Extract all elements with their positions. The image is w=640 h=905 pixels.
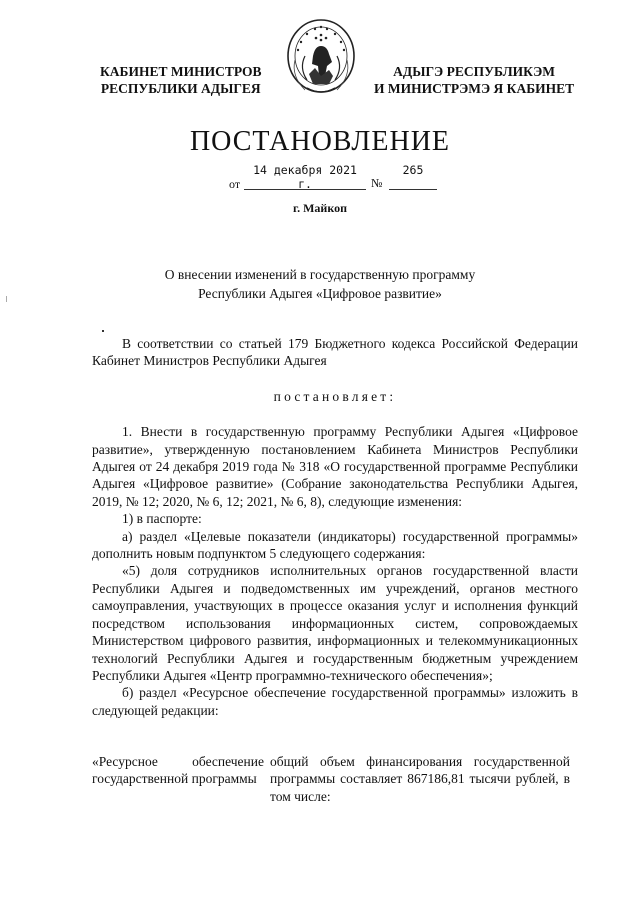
number-sign: № — [371, 176, 383, 190]
issuer-name-adyghe — [374, 63, 574, 97]
subject-line-2: Республики Адыгея «Цифровое развитие» — [198, 286, 442, 301]
document-number: 265 — [402, 163, 424, 177]
document-title: ПОСТАНОВЛЕНИЕ — [189, 126, 451, 157]
document-city: г. Майкоп — [292, 201, 347, 215]
document-date: 14 декабря 2021 г. — [253, 163, 357, 191]
item-1-1-paragraph: 1) в паспорте: — [122, 511, 202, 527]
scan-speck — [102, 330, 104, 332]
adygea-coat-of-arms-icon — [285, 16, 357, 102]
issuer-line-1: КАБИНЕТ МИНИСТРОВ — [100, 64, 262, 79]
scan-mark — [6, 296, 7, 302]
resource-table-label-cell: «Ресурсное обеспечение государственной программы — [92, 754, 264, 787]
issuer-line-2-adyghe: И МИНИСТРЭМЭ Я КАБИНЕТ — [374, 81, 575, 96]
preamble-paragraph: В соответствии со статьей 179 Бюджетного кодекса Российской Федерации Кабинет Министров Республики Адыгея — [92, 336, 578, 369]
item-1-1b-paragraph: б) раздел «Ресурсное обеспечение государственной программы» изложить в следующей редакции: — [92, 685, 578, 718]
document-body — [92, 335, 578, 719]
item-1-paragraph: 1. Внести в государственную программу Республики Адыгея «Цифровое развитие», утвержденную постановлением Кабинета Министров Республики Адыгея от 24 декабря 2019 года № 318 «О государственной программе Республики Адыгея «Цифровое развитие» (Собрание законодательства Республики Адыгея, 2019, № 12; 2020, № 6, 12; 2021, № 6, 8), следующие изменения: — [92, 424, 578, 509]
item-1-1a-text-paragraph: «5) доля сотрудников исполнительных органов государственной власти Республики Адыгея и подведомственных им учреждений, органов местного самоуправления, участвующих в процессе оказания услуг и исполнения функций посредством использования информационных систем, сопровождаемых Министерством цифрового развития, информационных и телекоммуникационных технологий Республики Адыгея и государственным бюджетным учреждением Республики Адыгея «Центр программно-технического обеспечения»; — [92, 563, 578, 683]
subject-line-1: О внесении изменений в государственную программу — [164, 267, 476, 282]
issuer-line-2: РЕСПУБЛИКИ АДЫГЕЯ — [100, 81, 261, 96]
number-underline — [389, 189, 437, 190]
resource-table-value-cell: общий объем финансирования государственной программы составляет 867186,81 тысячи рублей, в том числе: — [270, 754, 570, 804]
issuer-line-1-adyghe: АДЫГЭ РЕСПУБЛИКЭМ — [393, 64, 555, 79]
date-underline — [244, 189, 366, 190]
document-subject — [0, 265, 640, 303]
date-prefix: от — [229, 177, 241, 191]
item-1-1a-paragraph: а) раздел «Целевые показатели (индикаторы) государственной программы» дополнить новым подпунктом 5 следующего содержания: — [92, 528, 578, 562]
issuer-name-russian — [100, 63, 262, 97]
resolves-heading: постановляет: — [273, 388, 397, 404]
